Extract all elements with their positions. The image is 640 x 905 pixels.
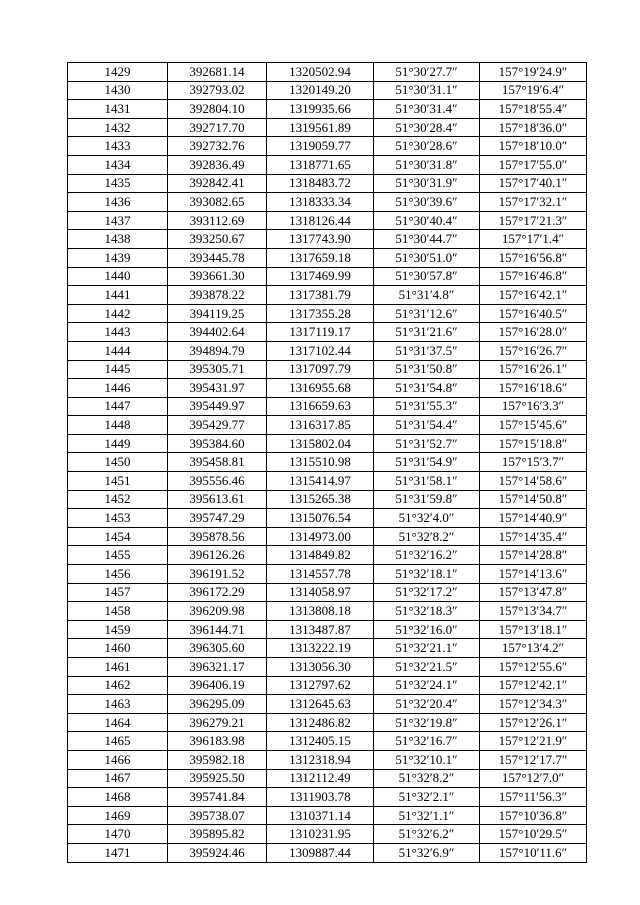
y-coordinate-cell: 1317743.90: [267, 230, 374, 249]
longitude-cell: 157°16′28.0″: [480, 323, 587, 342]
point-number-cell: 1440: [68, 267, 168, 286]
latitude-cell: 51°30′39.6″: [374, 193, 480, 212]
table-row: [68, 620, 587, 639]
latitude-cell: 51°32′4.0″: [374, 509, 480, 528]
longitude-cell: 157°14′50.8″: [480, 490, 587, 509]
x-coordinate-cell: 396144.71: [168, 620, 267, 639]
y-coordinate-cell: 1318126.44: [267, 211, 374, 230]
latitude-cell: 51°32′19.8″: [374, 713, 480, 732]
y-coordinate-cell: 1317381.79: [267, 286, 374, 305]
longitude-cell: 157°13′47.8″: [480, 583, 587, 602]
x-coordinate-cell: 396295.09: [168, 695, 267, 714]
y-coordinate-cell: 1315802.04: [267, 434, 374, 453]
table-row: [68, 769, 587, 788]
y-coordinate-cell: 1312645.63: [267, 695, 374, 714]
y-coordinate-cell: 1317355.28: [267, 304, 374, 323]
table-row: [68, 100, 587, 119]
longitude-cell: 157°16′3.3″: [480, 397, 587, 416]
x-coordinate-cell: 396183.98: [168, 732, 267, 751]
latitude-cell: 51°31′52.7″: [374, 434, 480, 453]
latitude-cell: 51°32′10.1″: [374, 750, 480, 769]
table-row: [68, 453, 587, 472]
longitude-cell: 157°17′1.4″: [480, 230, 587, 249]
y-coordinate-cell: 1313487.87: [267, 620, 374, 639]
table-row: [68, 676, 587, 695]
x-coordinate-cell: 395613.61: [168, 490, 267, 509]
longitude-cell: 157°15′3.7″: [480, 453, 587, 472]
latitude-cell: 51°30′31.9″: [374, 174, 480, 193]
longitude-cell: 157°13′18.1″: [480, 620, 587, 639]
x-coordinate-cell: 395741.84: [168, 788, 267, 807]
table-row: [68, 416, 587, 435]
table-row: [68, 695, 587, 714]
latitude-cell: 51°30′44.7″: [374, 230, 480, 249]
point-number-cell: 1452: [68, 490, 168, 509]
latitude-cell: 51°30′40.4″: [374, 211, 480, 230]
latitude-cell: 51°32′21.1″: [374, 639, 480, 658]
x-coordinate-cell: 392842.41: [168, 174, 267, 193]
longitude-cell: 157°14′28.8″: [480, 546, 587, 565]
x-coordinate-cell: 395429.77: [168, 416, 267, 435]
latitude-cell: 51°32′16.2″: [374, 546, 480, 565]
x-coordinate-cell: 396279.21: [168, 713, 267, 732]
x-coordinate-cell: 395738.07: [168, 806, 267, 825]
latitude-cell: 51°30′31.1″: [374, 81, 480, 100]
latitude-cell: 51°32′2.1″: [374, 788, 480, 807]
longitude-cell: 157°14′40.9″: [480, 509, 587, 528]
table-row: [68, 843, 587, 862]
longitude-cell: 157°11′56.3″: [480, 788, 587, 807]
point-number-cell: 1461: [68, 658, 168, 677]
point-number-cell: 1430: [68, 81, 168, 100]
point-number-cell: 1444: [68, 341, 168, 360]
point-number-cell: 1439: [68, 248, 168, 267]
table-row: [68, 825, 587, 844]
x-coordinate-cell: 393445.78: [168, 248, 267, 267]
latitude-cell: 51°32′8.2″: [374, 769, 480, 788]
x-coordinate-cell: 393112.69: [168, 211, 267, 230]
table-row: [68, 527, 587, 546]
longitude-cell: 157°18′36.0″: [480, 118, 587, 137]
longitude-cell: 157°12′34.3″: [480, 695, 587, 714]
table-row: [68, 397, 587, 416]
x-coordinate-cell: 392732.76: [168, 137, 267, 156]
x-coordinate-cell: 392804.10: [168, 100, 267, 119]
y-coordinate-cell: 1320502.94: [267, 63, 374, 82]
latitude-cell: 51°31′54.8″: [374, 379, 480, 398]
point-number-cell: 1438: [68, 230, 168, 249]
latitude-cell: 51°31′21.6″: [374, 323, 480, 342]
point-number-cell: 1469: [68, 806, 168, 825]
x-coordinate-cell: 395431.97: [168, 379, 267, 398]
longitude-cell: 157°12′21.9″: [480, 732, 587, 751]
x-coordinate-cell: 392681.14: [168, 63, 267, 82]
table-row: [68, 472, 587, 491]
table-row: [68, 360, 587, 379]
x-coordinate-cell: 392836.49: [168, 155, 267, 174]
table-row: [68, 732, 587, 751]
longitude-cell: 157°16′46.8″: [480, 267, 587, 286]
latitude-cell: 51°30′27.7″: [374, 63, 480, 82]
table-row: [68, 267, 587, 286]
y-coordinate-cell: 1316659.63: [267, 397, 374, 416]
longitude-cell: 157°12′17.7″: [480, 750, 587, 769]
latitude-cell: 51°31′12.6″: [374, 304, 480, 323]
table-row: [68, 304, 587, 323]
latitude-cell: 51°31′54.9″: [374, 453, 480, 472]
y-coordinate-cell: 1310231.95: [267, 825, 374, 844]
y-coordinate-cell: 1315414.97: [267, 472, 374, 491]
table-row: [68, 286, 587, 305]
longitude-cell: 157°12′7.0″: [480, 769, 587, 788]
coordinates-table-body: [68, 63, 587, 863]
longitude-cell: 157°17′40.1″: [480, 174, 587, 193]
x-coordinate-cell: 395305.71: [168, 360, 267, 379]
table-row: [68, 750, 587, 769]
y-coordinate-cell: 1311903.78: [267, 788, 374, 807]
table-row: [68, 230, 587, 249]
x-coordinate-cell: 392793.02: [168, 81, 267, 100]
y-coordinate-cell: 1312797.62: [267, 676, 374, 695]
x-coordinate-cell: 395925.50: [168, 769, 267, 788]
longitude-cell: 157°12′55.6″: [480, 658, 587, 677]
point-number-cell: 1456: [68, 565, 168, 584]
point-number-cell: 1466: [68, 750, 168, 769]
x-coordinate-cell: 395384.60: [168, 434, 267, 453]
y-coordinate-cell: 1317097.79: [267, 360, 374, 379]
y-coordinate-cell: 1316955.68: [267, 379, 374, 398]
x-coordinate-cell: 395878.56: [168, 527, 267, 546]
latitude-cell: 51°32′21.5″: [374, 658, 480, 677]
coordinates-table: [67, 62, 587, 863]
point-number-cell: 1463: [68, 695, 168, 714]
x-coordinate-cell: 395924.46: [168, 843, 267, 862]
point-number-cell: 1451: [68, 472, 168, 491]
longitude-cell: 157°13′34.7″: [480, 602, 587, 621]
point-number-cell: 1449: [68, 434, 168, 453]
longitude-cell: 157°18′55.4″: [480, 100, 587, 119]
longitude-cell: 157°12′26.1″: [480, 713, 587, 732]
point-number-cell: 1447: [68, 397, 168, 416]
x-coordinate-cell: 396172.29: [168, 583, 267, 602]
y-coordinate-cell: 1312318.94: [267, 750, 374, 769]
longitude-cell: 157°14′13.6″: [480, 565, 587, 584]
y-coordinate-cell: 1317119.17: [267, 323, 374, 342]
latitude-cell: 51°31′58.1″: [374, 472, 480, 491]
x-coordinate-cell: 396209.98: [168, 602, 267, 621]
y-coordinate-cell: 1314058.97: [267, 583, 374, 602]
y-coordinate-cell: 1318483.72: [267, 174, 374, 193]
y-coordinate-cell: 1314557.78: [267, 565, 374, 584]
point-number-cell: 1458: [68, 602, 168, 621]
point-number-cell: 1471: [68, 843, 168, 862]
latitude-cell: 51°32′16.0″: [374, 620, 480, 639]
table-row: [68, 658, 587, 677]
table-row: [68, 81, 587, 100]
x-coordinate-cell: 392717.70: [168, 118, 267, 137]
latitude-cell: 51°31′54.4″: [374, 416, 480, 435]
y-coordinate-cell: 1315265.38: [267, 490, 374, 509]
latitude-cell: 51°32′16.7″: [374, 732, 480, 751]
x-coordinate-cell: 393082.65: [168, 193, 267, 212]
longitude-cell: 157°19′24.9″: [480, 63, 587, 82]
point-number-cell: 1450: [68, 453, 168, 472]
latitude-cell: 51°32′6.9″: [374, 843, 480, 862]
point-number-cell: 1432: [68, 118, 168, 137]
x-coordinate-cell: 395449.97: [168, 397, 267, 416]
table-row: [68, 248, 587, 267]
table-row: [68, 713, 587, 732]
y-coordinate-cell: 1312112.49: [267, 769, 374, 788]
table-row: [68, 565, 587, 584]
longitude-cell: 157°18′10.0″: [480, 137, 587, 156]
point-number-cell: 1435: [68, 174, 168, 193]
y-coordinate-cell: 1315076.54: [267, 509, 374, 528]
point-number-cell: 1460: [68, 639, 168, 658]
table-row: [68, 193, 587, 212]
latitude-cell: 51°32′20.4″: [374, 695, 480, 714]
point-number-cell: 1455: [68, 546, 168, 565]
latitude-cell: 51°31′59.8″: [374, 490, 480, 509]
longitude-cell: 157°17′32.1″: [480, 193, 587, 212]
y-coordinate-cell: 1314973.00: [267, 527, 374, 546]
table-row: [68, 323, 587, 342]
table-row: [68, 174, 587, 193]
longitude-cell: 157°17′55.0″: [480, 155, 587, 174]
y-coordinate-cell: 1315510.98: [267, 453, 374, 472]
x-coordinate-cell: 395458.81: [168, 453, 267, 472]
point-number-cell: 1431: [68, 100, 168, 119]
longitude-cell: 157°13′4.2″: [480, 639, 587, 658]
x-coordinate-cell: 393250.67: [168, 230, 267, 249]
longitude-cell: 157°16′42.1″: [480, 286, 587, 305]
x-coordinate-cell: 395895.82: [168, 825, 267, 844]
latitude-cell: 51°32′18.1″: [374, 565, 480, 584]
longitude-cell: 157°15′18.8″: [480, 434, 587, 453]
table-row: [68, 63, 587, 82]
y-coordinate-cell: 1316317.85: [267, 416, 374, 435]
latitude-cell: 51°30′28.6″: [374, 137, 480, 156]
x-coordinate-cell: 394894.79: [168, 341, 267, 360]
latitude-cell: 51°31′55.3″: [374, 397, 480, 416]
latitude-cell: 51°31′50.8″: [374, 360, 480, 379]
longitude-cell: 157°16′56.8″: [480, 248, 587, 267]
point-number-cell: 1470: [68, 825, 168, 844]
point-number-cell: 1464: [68, 713, 168, 732]
point-number-cell: 1457: [68, 583, 168, 602]
y-coordinate-cell: 1310371.14: [267, 806, 374, 825]
y-coordinate-cell: 1312486.82: [267, 713, 374, 732]
latitude-cell: 51°31′4.8″: [374, 286, 480, 305]
y-coordinate-cell: 1318771.65: [267, 155, 374, 174]
point-number-cell: 1434: [68, 155, 168, 174]
table-row: [68, 806, 587, 825]
latitude-cell: 51°32′1.1″: [374, 806, 480, 825]
y-coordinate-cell: 1313808.18: [267, 602, 374, 621]
table-row: [68, 137, 587, 156]
latitude-cell: 51°30′28.4″: [374, 118, 480, 137]
x-coordinate-cell: 396321.17: [168, 658, 267, 677]
y-coordinate-cell: 1319059.77: [267, 137, 374, 156]
y-coordinate-cell: 1317469.99: [267, 267, 374, 286]
longitude-cell: 157°17′21.3″: [480, 211, 587, 230]
x-coordinate-cell: 395982.18: [168, 750, 267, 769]
x-coordinate-cell: 393878.22: [168, 286, 267, 305]
point-number-cell: 1441: [68, 286, 168, 305]
point-number-cell: 1453: [68, 509, 168, 528]
x-coordinate-cell: 396305.60: [168, 639, 267, 658]
longitude-cell: 157°14′35.4″: [480, 527, 587, 546]
table-row: [68, 546, 587, 565]
longitude-cell: 157°14′58.6″: [480, 472, 587, 491]
point-number-cell: 1443: [68, 323, 168, 342]
table-row: [68, 118, 587, 137]
latitude-cell: 51°31′37.5″: [374, 341, 480, 360]
point-number-cell: 1446: [68, 379, 168, 398]
x-coordinate-cell: 394402.64: [168, 323, 267, 342]
table-row: [68, 211, 587, 230]
x-coordinate-cell: 395747.29: [168, 509, 267, 528]
table-row: [68, 490, 587, 509]
table-row: [68, 602, 587, 621]
point-number-cell: 1436: [68, 193, 168, 212]
point-number-cell: 1465: [68, 732, 168, 751]
table-row: [68, 434, 587, 453]
longitude-cell: 157°10′29.5″: [480, 825, 587, 844]
point-number-cell: 1454: [68, 527, 168, 546]
y-coordinate-cell: 1317102.44: [267, 341, 374, 360]
latitude-cell: 51°32′8.2″: [374, 527, 480, 546]
longitude-cell: 157°16′26.1″: [480, 360, 587, 379]
latitude-cell: 51°30′51.0″: [374, 248, 480, 267]
y-coordinate-cell: 1317659.18: [267, 248, 374, 267]
point-number-cell: 1437: [68, 211, 168, 230]
x-coordinate-cell: 396406.19: [168, 676, 267, 695]
x-coordinate-cell: 396126.26: [168, 546, 267, 565]
x-coordinate-cell: 394119.25: [168, 304, 267, 323]
longitude-cell: 157°19′6.4″: [480, 81, 587, 100]
point-number-cell: 1433: [68, 137, 168, 156]
longitude-cell: 157°10′11.6″: [480, 843, 587, 862]
x-coordinate-cell: 393661.30: [168, 267, 267, 286]
y-coordinate-cell: 1314849.82: [267, 546, 374, 565]
point-number-cell: 1468: [68, 788, 168, 807]
point-number-cell: 1462: [68, 676, 168, 695]
x-coordinate-cell: 395556.46: [168, 472, 267, 491]
latitude-cell: 51°30′57.8″: [374, 267, 480, 286]
y-coordinate-cell: 1318333.34: [267, 193, 374, 212]
table-row: [68, 379, 587, 398]
x-coordinate-cell: 396191.52: [168, 565, 267, 584]
table-row: [68, 509, 587, 528]
point-number-cell: 1459: [68, 620, 168, 639]
latitude-cell: 51°30′31.4″: [374, 100, 480, 119]
y-coordinate-cell: 1309887.44: [267, 843, 374, 862]
longitude-cell: 157°16′40.5″: [480, 304, 587, 323]
longitude-cell: 157°16′18.6″: [480, 379, 587, 398]
y-coordinate-cell: 1319561.89: [267, 118, 374, 137]
table-row: [68, 788, 587, 807]
y-coordinate-cell: 1319935.66: [267, 100, 374, 119]
point-number-cell: 1445: [68, 360, 168, 379]
y-coordinate-cell: 1313222.19: [267, 639, 374, 658]
longitude-cell: 157°10′36.8″: [480, 806, 587, 825]
table-row: [68, 155, 587, 174]
table-row: [68, 341, 587, 360]
table-row: [68, 639, 587, 658]
y-coordinate-cell: 1313056.30: [267, 658, 374, 677]
longitude-cell: 157°15′45.6″: [480, 416, 587, 435]
latitude-cell: 51°32′17.2″: [374, 583, 480, 602]
point-number-cell: 1448: [68, 416, 168, 435]
table-row: [68, 583, 587, 602]
latitude-cell: 51°32′18.3″: [374, 602, 480, 621]
y-coordinate-cell: 1320149.20: [267, 81, 374, 100]
point-number-cell: 1467: [68, 769, 168, 788]
latitude-cell: 51°32′24.1″: [374, 676, 480, 695]
longitude-cell: 157°16′26.7″: [480, 341, 587, 360]
longitude-cell: 157°12′42.1″: [480, 676, 587, 695]
y-coordinate-cell: 1312405.15: [267, 732, 374, 751]
latitude-cell: 51°30′31.8″: [374, 155, 480, 174]
latitude-cell: 51°32′6.2″: [374, 825, 480, 844]
point-number-cell: 1442: [68, 304, 168, 323]
point-number-cell: 1429: [68, 63, 168, 82]
